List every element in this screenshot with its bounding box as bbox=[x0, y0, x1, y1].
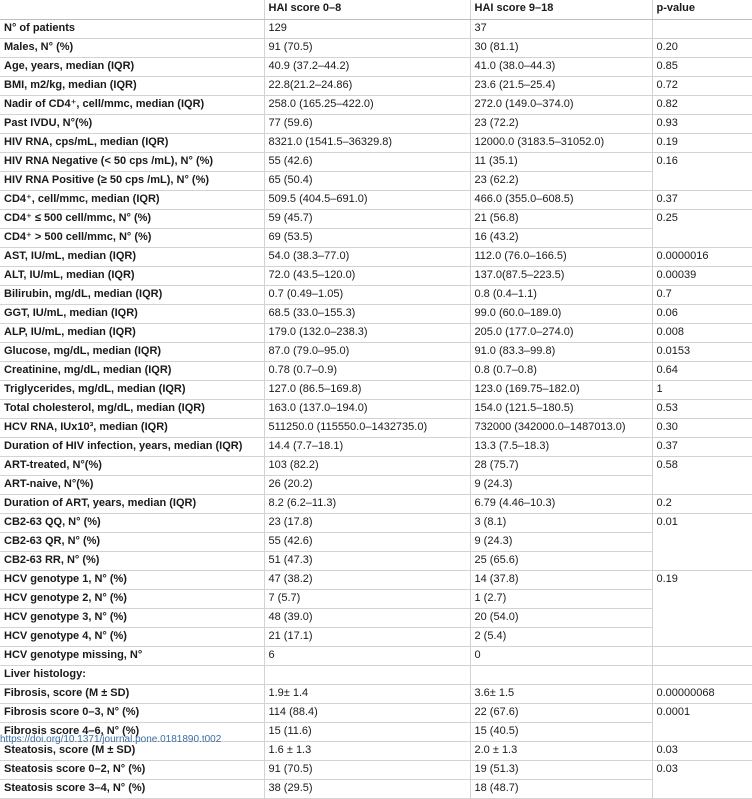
cell-hai-9-18: 732000 (342000.0–1487013.0) bbox=[470, 419, 652, 438]
cell-hai-9-18: 20 (54.0) bbox=[470, 609, 652, 628]
cell-hai-9-18: 0.8 (0.4–1.1) bbox=[470, 286, 652, 305]
doi-link[interactable]: https://doi.org/10.1371/journal.pone.0181890.t002 bbox=[0, 734, 222, 745]
cell-p-value: 0.0000016 bbox=[652, 248, 752, 267]
row-label: Males, N° (%) bbox=[0, 39, 264, 58]
cell-hai-0-8: 6 bbox=[264, 647, 470, 666]
cell-hai-9-18: 23 (72.2) bbox=[470, 115, 652, 134]
row-label: ALT, IU/mL, median (IQR) bbox=[0, 267, 264, 286]
cell-p-value: 0.06 bbox=[652, 305, 752, 324]
cell-hai-9-18: 19 (51.3) bbox=[470, 761, 652, 780]
cell-hai-0-8: 40.9 (37.2–44.2) bbox=[264, 58, 470, 77]
cell-p-value bbox=[652, 666, 752, 685]
table-row bbox=[0, 343, 752, 362]
cell-p-value bbox=[652, 647, 752, 666]
cell-p-value: 0.2 bbox=[652, 495, 752, 514]
row-label: Total cholesterol, mg/dL, median (IQR) bbox=[0, 400, 264, 419]
cell-hai-9-18: 12000.0 (3183.5–31052.0) bbox=[470, 134, 652, 153]
cell-p-value: 0.03 bbox=[652, 742, 752, 761]
cell-hai-9-18: 3.6± 1.5 bbox=[470, 685, 652, 704]
table-row bbox=[0, 514, 752, 533]
cell-hai-9-18: 23.6 (21.5–25.4) bbox=[470, 77, 652, 96]
row-label: HIV RNA Negative (< 50 cps /mL), N° (%) bbox=[0, 153, 264, 172]
cell-p-value: 0.008 bbox=[652, 324, 752, 343]
row-label: HCV genotype 2, N° (%) bbox=[0, 590, 264, 609]
table-row bbox=[0, 96, 752, 115]
cell-p-value bbox=[652, 590, 752, 609]
cell-hai-9-18: 22 (67.6) bbox=[470, 704, 652, 723]
cell-p-value: 0.85 bbox=[652, 58, 752, 77]
cell-hai-0-8: 8321.0 (1541.5–36329.8) bbox=[264, 134, 470, 153]
cell-p-value: 0.0001 bbox=[652, 704, 752, 723]
row-label: HIV RNA Positive (≥ 50 cps /mL), N° (%) bbox=[0, 172, 264, 191]
table-row bbox=[0, 666, 752, 685]
table-row bbox=[0, 39, 752, 58]
row-label: CB2-63 QQ, N° (%) bbox=[0, 514, 264, 533]
cell-hai-9-18: 91.0 (83.3–99.8) bbox=[470, 343, 652, 362]
table-row bbox=[0, 134, 752, 153]
table-row bbox=[0, 457, 752, 476]
cell-hai-0-8: 54.0 (38.3–77.0) bbox=[264, 248, 470, 267]
cell-hai-0-8: 129 bbox=[264, 20, 470, 39]
cell-hai-0-8: 55 (42.6) bbox=[264, 153, 470, 172]
cell-hai-0-8: 87.0 (79.0–95.0) bbox=[264, 343, 470, 362]
cell-hai-0-8: 65 (50.4) bbox=[264, 172, 470, 191]
cell-hai-9-18: 205.0 (177.0–274.0) bbox=[470, 324, 652, 343]
cell-hai-9-18: 466.0 (355.0–608.5) bbox=[470, 191, 652, 210]
cell-p-value: 0.0153 bbox=[652, 343, 752, 362]
cell-hai-0-8: 47 (38.2) bbox=[264, 571, 470, 590]
cell-hai-0-8: 48 (39.0) bbox=[264, 609, 470, 628]
cell-p-value: 1 bbox=[652, 381, 752, 400]
table-row bbox=[0, 495, 752, 514]
table-body bbox=[0, 20, 752, 799]
cell-hai-9-18: 14 (37.8) bbox=[470, 571, 652, 590]
row-label: AST, IU/mL, median (IQR) bbox=[0, 248, 264, 267]
cell-hai-9-18: 13.3 (7.5–18.3) bbox=[470, 438, 652, 457]
cell-hai-0-8: 258.0 (165.25–422.0) bbox=[264, 96, 470, 115]
row-label: Age, years, median (IQR) bbox=[0, 58, 264, 77]
cell-p-value: 0.53 bbox=[652, 400, 752, 419]
table-row bbox=[0, 590, 752, 609]
header-hai-0-8: HAI score 0–8 bbox=[264, 0, 470, 20]
table-row bbox=[0, 685, 752, 704]
header-label bbox=[0, 0, 264, 20]
cell-p-value: 0.82 bbox=[652, 96, 752, 115]
table-row bbox=[0, 229, 752, 248]
cell-hai-0-8: 91 (70.5) bbox=[264, 761, 470, 780]
cell-p-value: 0.37 bbox=[652, 191, 752, 210]
cell-hai-9-18: 11 (35.1) bbox=[470, 153, 652, 172]
row-label: HCV genotype 1, N° (%) bbox=[0, 571, 264, 590]
cell-p-value: 0.00000068 bbox=[652, 685, 752, 704]
table-row bbox=[0, 324, 752, 343]
cell-hai-9-18: 25 (65.6) bbox=[470, 552, 652, 571]
table-row bbox=[0, 704, 752, 723]
cell-p-value: 0.7 bbox=[652, 286, 752, 305]
table-row bbox=[0, 115, 752, 134]
cell-hai-0-8: 509.5 (404.5–691.0) bbox=[264, 191, 470, 210]
cell-p-value: 0.93 bbox=[652, 115, 752, 134]
cell-hai-9-18: 154.0 (121.5–180.5) bbox=[470, 400, 652, 419]
cell-hai-0-8: 51 (47.3) bbox=[264, 552, 470, 571]
table-row bbox=[0, 58, 752, 77]
row-label: HCV RNA, IUx10³, median (IQR) bbox=[0, 419, 264, 438]
cell-p-value: 0.16 bbox=[652, 153, 752, 172]
cell-p-value bbox=[652, 476, 752, 495]
cell-hai-0-8: 0.78 (0.7–0.9) bbox=[264, 362, 470, 381]
header-p-value: p-value bbox=[652, 0, 752, 20]
row-label: Bilirubin, mg/dL, median (IQR) bbox=[0, 286, 264, 305]
cell-hai-0-8: 103 (82.2) bbox=[264, 457, 470, 476]
cell-hai-9-18: 9 (24.3) bbox=[470, 476, 652, 495]
cell-hai-9-18: 6.79 (4.46–10.3) bbox=[470, 495, 652, 514]
table-row bbox=[0, 780, 752, 799]
table-row bbox=[0, 286, 752, 305]
row-label: ALP, IU/mL, median (IQR) bbox=[0, 324, 264, 343]
row-label: ART-treated, N°(%) bbox=[0, 457, 264, 476]
cell-hai-0-8: 72.0 (43.5–120.0) bbox=[264, 267, 470, 286]
cell-hai-9-18 bbox=[470, 666, 652, 685]
row-label: HCV genotype 3, N° (%) bbox=[0, 609, 264, 628]
table-row bbox=[0, 77, 752, 96]
cell-p-value: 0.19 bbox=[652, 134, 752, 153]
cell-hai-9-18: 30 (81.1) bbox=[470, 39, 652, 58]
cell-hai-9-18: 0.8 (0.7–0.8) bbox=[470, 362, 652, 381]
cell-hai-0-8: 69 (53.5) bbox=[264, 229, 470, 248]
cell-p-value bbox=[652, 172, 752, 191]
table-row bbox=[0, 476, 752, 495]
table-row bbox=[0, 210, 752, 229]
row-label: Creatinine, mg/dL, median (IQR) bbox=[0, 362, 264, 381]
cell-p-value bbox=[652, 780, 752, 799]
table-row bbox=[0, 571, 752, 590]
cell-hai-9-18: 21 (56.8) bbox=[470, 210, 652, 229]
row-label: Past IVDU, N°(%) bbox=[0, 115, 264, 134]
cell-hai-9-18: 123.0 (169.75–182.0) bbox=[470, 381, 652, 400]
cell-hai-9-18: 112.0 (76.0–166.5) bbox=[470, 248, 652, 267]
row-label: CD4⁺ ≤ 500 cell/mmc, N° (%) bbox=[0, 210, 264, 229]
cell-hai-0-8: 14.4 (7.7–18.1) bbox=[264, 438, 470, 457]
cell-hai-9-18: 18 (48.7) bbox=[470, 780, 652, 799]
cell-hai-0-8: 511250.0 (115550.0–1432735.0) bbox=[264, 419, 470, 438]
cell-hai-9-18: 99.0 (60.0–189.0) bbox=[470, 305, 652, 324]
cell-p-value: 0.19 bbox=[652, 571, 752, 590]
row-label: HIV RNA, cps/mL, median (IQR) bbox=[0, 134, 264, 153]
row-label: Fibrosis score 0–3, N° (%) bbox=[0, 704, 264, 723]
table-row bbox=[0, 381, 752, 400]
cell-hai-0-8: 1.9± 1.4 bbox=[264, 685, 470, 704]
cell-hai-0-8: 68.5 (33.0–155.3) bbox=[264, 305, 470, 324]
cell-hai-9-18: 15 (40.5) bbox=[470, 723, 652, 742]
table-row bbox=[0, 191, 752, 210]
row-label: Glucose, mg/dL, median (IQR) bbox=[0, 343, 264, 362]
cell-p-value: 0.20 bbox=[652, 39, 752, 58]
table-row bbox=[0, 20, 752, 39]
table-row bbox=[0, 609, 752, 628]
cell-hai-0-8: 0.7 (0.49–1.05) bbox=[264, 286, 470, 305]
row-label: ART-naive, N°(%) bbox=[0, 476, 264, 495]
cell-hai-0-8: 163.0 (137.0–194.0) bbox=[264, 400, 470, 419]
row-label: GGT, IU/mL, median (IQR) bbox=[0, 305, 264, 324]
cell-hai-0-8: 22.8(21.2–24.86) bbox=[264, 77, 470, 96]
cell-hai-9-18: 16 (43.2) bbox=[470, 229, 652, 248]
cell-p-value: 0.25 bbox=[652, 210, 752, 229]
cell-hai-0-8: 55 (42.6) bbox=[264, 533, 470, 552]
table-row bbox=[0, 552, 752, 571]
table-row bbox=[0, 533, 752, 552]
table-row bbox=[0, 761, 752, 780]
cell-p-value: 0.64 bbox=[652, 362, 752, 381]
cell-hai-0-8 bbox=[264, 666, 470, 685]
cell-hai-9-18: 137.0(87.5–223.5) bbox=[470, 267, 652, 286]
cell-hai-0-8: 114 (88.4) bbox=[264, 704, 470, 723]
cell-p-value bbox=[652, 552, 752, 571]
cell-hai-0-8: 1.6 ± 1.3 bbox=[264, 742, 470, 761]
cell-hai-0-8: 38 (29.5) bbox=[264, 780, 470, 799]
cell-hai-0-8: 179.0 (132.0–238.3) bbox=[264, 324, 470, 343]
cell-hai-9-18: 37 bbox=[470, 20, 652, 39]
row-label: Nadir of CD4⁺, cell/mmc, median (IQR) bbox=[0, 96, 264, 115]
cell-hai-0-8: 127.0 (86.5–169.8) bbox=[264, 381, 470, 400]
header-row bbox=[0, 0, 752, 20]
table-row bbox=[0, 400, 752, 419]
header-hai-9-18: HAI score 9–18 bbox=[470, 0, 652, 20]
table-row bbox=[0, 248, 752, 267]
table-row bbox=[0, 628, 752, 647]
row-label: CD4⁺ > 500 cell/mmc, N° (%) bbox=[0, 229, 264, 248]
cell-p-value bbox=[652, 609, 752, 628]
row-label: CB2-63 QR, N° (%) bbox=[0, 533, 264, 552]
table-row bbox=[0, 438, 752, 457]
cell-hai-9-18: 1 (2.7) bbox=[470, 590, 652, 609]
table-row bbox=[0, 153, 752, 172]
table-row bbox=[0, 172, 752, 191]
cell-hai-9-18: 9 (24.3) bbox=[470, 533, 652, 552]
cell-p-value bbox=[652, 229, 752, 248]
cell-p-value bbox=[652, 628, 752, 647]
cell-p-value: 0.58 bbox=[652, 457, 752, 476]
cell-hai-0-8: 15 (11.6) bbox=[264, 723, 470, 742]
row-label: Triglycerides, mg/dL, median (IQR) bbox=[0, 381, 264, 400]
row-label: Fibrosis, score (M ± SD) bbox=[0, 685, 264, 704]
cell-hai-9-18: 41.0 (38.0–44.3) bbox=[470, 58, 652, 77]
table-row bbox=[0, 647, 752, 666]
cell-hai-0-8: 91 (70.5) bbox=[264, 39, 470, 58]
cell-hai-9-18: 28 (75.7) bbox=[470, 457, 652, 476]
row-label: Fibrosis score 4–6, N° (%) bbox=[0, 723, 264, 742]
cell-hai-9-18: 0 bbox=[470, 647, 652, 666]
row-label: CB2-63 RR, N° (%) bbox=[0, 552, 264, 571]
row-label: BMI, m2/kg, median (IQR) bbox=[0, 77, 264, 96]
cell-hai-0-8: 8.2 (6.2–11.3) bbox=[264, 495, 470, 514]
cell-p-value bbox=[652, 723, 752, 742]
cell-p-value: 0.72 bbox=[652, 77, 752, 96]
cell-p-value: 0.37 bbox=[652, 438, 752, 457]
cell-p-value bbox=[652, 533, 752, 552]
cell-hai-9-18: 2 (5.4) bbox=[470, 628, 652, 647]
cell-hai-0-8: 26 (20.2) bbox=[264, 476, 470, 495]
table-row bbox=[0, 419, 752, 438]
row-label: Duration of HIV infection, years, median (IQR) bbox=[0, 438, 264, 457]
cell-p-value: 0.00039 bbox=[652, 267, 752, 286]
row-label: HCV genotype 4, N° (%) bbox=[0, 628, 264, 647]
cell-hai-0-8: 7 (5.7) bbox=[264, 590, 470, 609]
row-label: Liver histology: bbox=[0, 666, 264, 685]
cell-p-value: 0.03 bbox=[652, 761, 752, 780]
cell-hai-9-18: 2.0 ± 1.3 bbox=[470, 742, 652, 761]
cell-hai-9-18: 272.0 (149.0–374.0) bbox=[470, 96, 652, 115]
row-label: Duration of ART, years, median (IQR) bbox=[0, 495, 264, 514]
cell-p-value: 0.01 bbox=[652, 514, 752, 533]
row-label: Steatosis score 0–2, N° (%) bbox=[0, 761, 264, 780]
cell-hai-9-18: 23 (62.2) bbox=[470, 172, 652, 191]
row-label: Steatosis, score (M ± SD) bbox=[0, 742, 264, 761]
cell-p-value: 0.30 bbox=[652, 419, 752, 438]
row-label: Steatosis score 3–4, N° (%) bbox=[0, 780, 264, 799]
table-row bbox=[0, 362, 752, 381]
table-row bbox=[0, 305, 752, 324]
cell-hai-0-8: 59 (45.7) bbox=[264, 210, 470, 229]
cell-hai-0-8: 77 (59.6) bbox=[264, 115, 470, 134]
row-label: CD4⁺, cell/mmc, median (IQR) bbox=[0, 191, 264, 210]
cell-p-value bbox=[652, 20, 752, 39]
row-label: N° of patients bbox=[0, 20, 264, 39]
cell-hai-0-8: 21 (17.1) bbox=[264, 628, 470, 647]
table-row bbox=[0, 267, 752, 286]
cell-hai-9-18: 3 (8.1) bbox=[470, 514, 652, 533]
cell-hai-0-8: 23 (17.8) bbox=[264, 514, 470, 533]
row-label: HCV genotype missing, N° bbox=[0, 647, 264, 666]
